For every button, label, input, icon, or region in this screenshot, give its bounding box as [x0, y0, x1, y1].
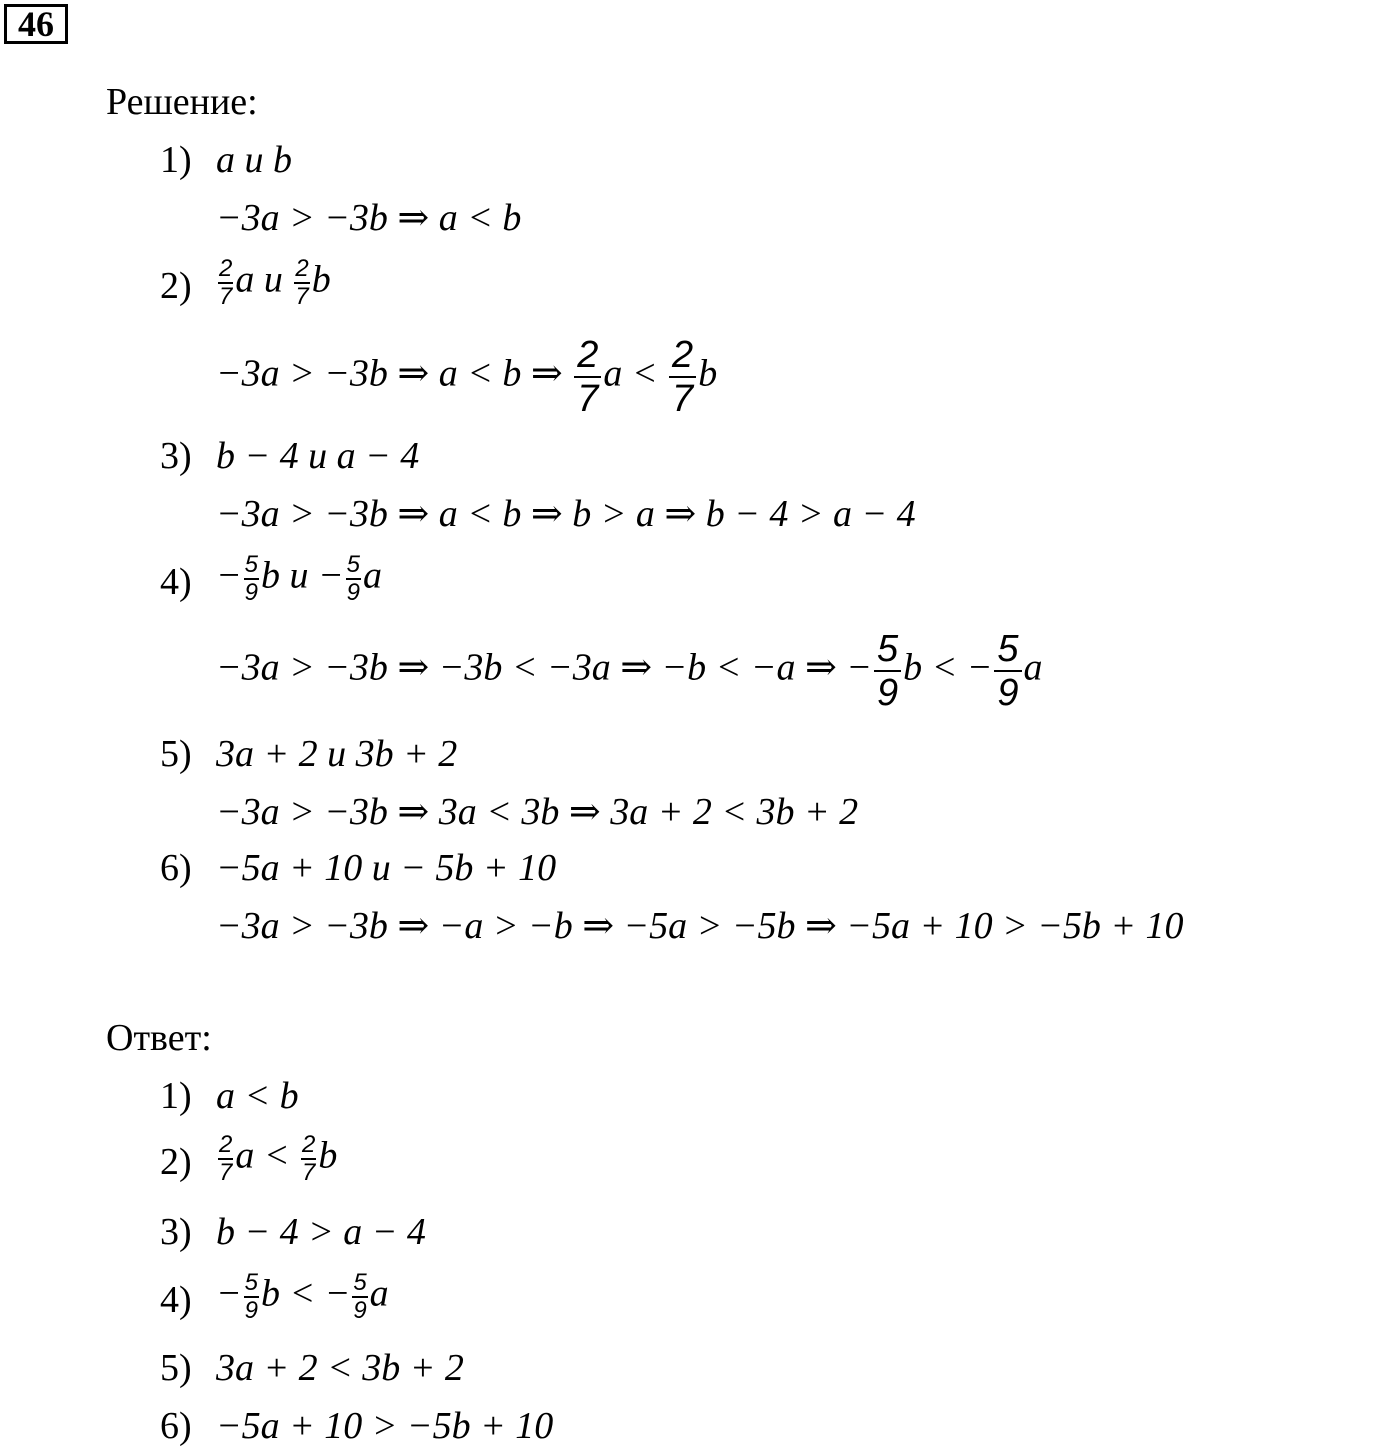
- fraction: $\frac{5}{9}$: [994, 628, 1021, 714]
- solution-4-pair: − $\frac{5}{9}$ b и − $\frac{5}{9}$ a: [216, 551, 383, 606]
- answer-1-marker: 1): [160, 1075, 192, 1117]
- solution-1-marker: 1): [160, 139, 192, 181]
- fraction: $\frac{5}{9}$: [353, 1269, 367, 1324]
- answer-4-marker: 4): [160, 1279, 192, 1321]
- solution-6-marker: 6): [160, 847, 192, 889]
- solution-6-derivation: −3a > −3b ⇒ −a > −b ⇒ −5a > −5b ⇒ −5a + 10 > −5b + 10: [216, 905, 1184, 947]
- answer-6: −5a + 10 > −5b + 10: [216, 1405, 554, 1447]
- fraction: $\frac{5}{9}$: [244, 551, 259, 606]
- solution-2-pair: $\frac{2}{7}$ a и $\frac{2}{7}$ b: [219, 255, 331, 310]
- solution-2-derivation: −3a > −3b ⇒ a < b ⇒ $\frac{2}{7}$ a < $\frac{2}{7}$ b: [216, 334, 718, 420]
- solution-3-pair: b − 4 и a − 4: [216, 435, 420, 477]
- answer-heading: Ответ:: [106, 1017, 212, 1059]
- solution-6-pair: −5a + 10 и − 5b + 10: [216, 847, 557, 889]
- fraction: $\frac{5}{9}$: [346, 551, 361, 606]
- problem-number-badge: 46: [4, 4, 68, 44]
- answer-2-marker: 2): [160, 1141, 192, 1183]
- answer-3: b − 4 > a − 4: [216, 1211, 426, 1253]
- fraction: $\frac{2}{7}$: [669, 334, 696, 420]
- fraction: $\frac{2}{7}$: [219, 1131, 233, 1186]
- solution-4-derivation: −3a > −3b ⇒ −3b < −3a ⇒ −b < −a ⇒ − $\frac{5}{9}$ b < − $\frac{5}{9}$ a: [216, 628, 1043, 714]
- solution-heading: Решение:: [106, 81, 258, 123]
- solution-3-marker: 3): [160, 435, 192, 477]
- answer-5-marker: 5): [160, 1347, 192, 1389]
- answer-1: a < b: [216, 1075, 299, 1117]
- answer-2: $\frac{2}{7}$ a < $\frac{2}{7}$ b: [219, 1131, 338, 1186]
- fraction: $\frac{2}{7}$: [574, 334, 601, 420]
- solution-3-derivation: −3a > −3b ⇒ a < b ⇒ b > a ⇒ b − 4 > a − 4: [216, 493, 916, 535]
- fraction: $\frac{5}{9}$: [874, 628, 901, 714]
- solution-5-derivation: −3a > −3b ⇒ 3a < 3b ⇒ 3a + 2 < 3b + 2: [216, 791, 859, 833]
- fraction: $\frac{2}{7}$: [302, 1131, 316, 1186]
- solution-1-pair: a и b: [216, 139, 292, 181]
- answer-3-marker: 3): [160, 1211, 192, 1253]
- answer-6-marker: 6): [160, 1405, 192, 1447]
- solution-4-marker: 4): [160, 561, 192, 603]
- answer-4: − $\frac{5}{9}$ b < − $\frac{5}{9}$ a: [216, 1269, 389, 1324]
- fraction: $\frac{2}{7}$: [219, 255, 233, 310]
- solution-5-marker: 5): [160, 733, 192, 775]
- answer-5: 3a + 2 < 3b + 2: [216, 1347, 464, 1389]
- fraction: $\frac{5}{9}$: [244, 1269, 259, 1324]
- solution-1-derivation: −3a > −3b ⇒ a < b: [216, 197, 522, 239]
- solution-5-pair: 3a + 2 и 3b + 2: [216, 733, 458, 775]
- solution-2-marker: 2): [160, 265, 192, 307]
- fraction: $\frac{2}{7}$: [295, 255, 309, 310]
